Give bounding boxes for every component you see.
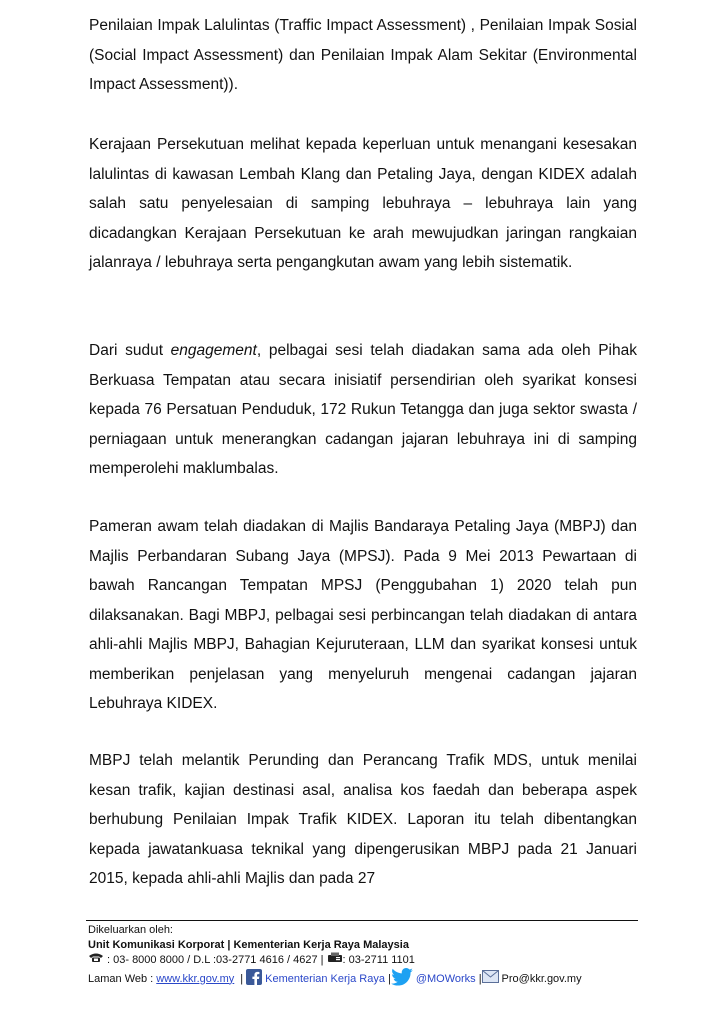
- facebook-link[interactable]: Kementerian Kerja Raya: [265, 972, 385, 985]
- footer-fax: : 03-2711 1101: [342, 953, 415, 966]
- engagement-term: engagement: [170, 342, 257, 359]
- paragraph-public-exhibition: Pameran awam telah diadakan di Majlis Bandaraya Petaling Jaya (MBPJ) dan Majlis Perbandaran Subang Jaya (MPSJ). Pada 9 Mei 2013 Pewartaan di bawah Rancangan Tempatan MPSJ (Penggubahan 1) 2020 telah pun dilaksanakan. Bagi MBPJ, pelbagai sesi perbincangan telah diadakan di antara ahli-ahli Majlis MBPJ, Bahagian Kejuruteraan, LLM dan syarikat konsesi untuk memberikan penjelasan yang menyeluruh mengenai cadangan jajaran Lebuhraya KIDEX.: [89, 518, 637, 712]
- paragraph-federal-government: Kerajaan Persekutuan melihat kepada keperluan untuk menangani kesesakan lalulintas di kawasan Lembah Klang dan Petaling Jaya, dengan KIDEX adalah salah satu penyelesaian di samping lebuhraya – lebuhraya lain yang dicadangkan Kerajaan Persekutuan ke arah mewujudkan jaringan rangkaian jalanraya / lebuhraya serta pengangkutan awam yang lebih sistematik.: [89, 136, 637, 271]
- footer-separator-3: |: [478, 972, 482, 985]
- footer-phone: : 03- 8000 8000 / D.L :03-2771 4616 / 4627 |: [107, 953, 324, 966]
- telephone-icon: [88, 952, 104, 968]
- email-icon[interactable]: [482, 970, 499, 988]
- paragraph-engagement: [89, 336, 637, 484]
- website-link[interactable]: www.kkr.gov.my: [156, 972, 235, 985]
- footer-separator: |: [240, 972, 244, 985]
- paragraph-impact-assessments: Penilaian Impak Lalulintas (Traffic Impact Assessment) , Penilaian Impak Sosial (Social Impact Assessment) dan Penilaian Impak Alam Sekitar (Environmental Impact Assessment)).: [89, 17, 637, 93]
- footer-unit: Unit Komunikasi Korporat | Kementerian Kerja Raya Malaysia: [88, 938, 409, 951]
- paragraph-engagement-body: , pelbagai sesi telah diadakan sama ada oleh Pihak Berkuasa Tempatan atau secara inisiatif persendirian oleh syarikat konsesi kepada 76 Persatuan Penduduk, 172 Rukun Tetangga dan juga sektor swasta / perniagaan untuk menerangkan cadangan jajaran lebuhraya ini di samping memperolehi maklumbalas.: [89, 342, 637, 477]
- footer-contact-row: [88, 952, 648, 968]
- twitter-icon[interactable]: [391, 968, 413, 991]
- footer-divider: [86, 920, 638, 921]
- footer-separator-2: |: [387, 972, 391, 985]
- facebook-icon[interactable]: [246, 969, 262, 990]
- paragraph-engagement-lead: Dari sudut: [89, 342, 171, 359]
- email-link[interactable]: Pro@kkr.gov.my: [501, 972, 582, 985]
- footer-issued-by: Dikeluarkan oleh:: [88, 924, 173, 936]
- fax-icon: [327, 952, 343, 968]
- footer: [88, 923, 648, 990]
- paragraph-traffic-consultant: MBPJ telah melantik Perunding dan Perancang Trafik MDS, untuk menilai kesan trafik, kajian destinasi asal, analisa kos faedah dan beberapa aspek berhubung Penilaian Impak Trafik KIDEX. Laporan itu telah dibentangkan kepada jawatankuasa teknikal yang dipengerusikan MBPJ pada 21 Januari 2015, kepada ahli-ahli Majlis dan pada 27: [89, 752, 637, 887]
- twitter-link[interactable]: @MOWorks: [415, 972, 476, 985]
- web-label: Laman Web :: [88, 972, 154, 985]
- footer-links-row: [88, 968, 648, 991]
